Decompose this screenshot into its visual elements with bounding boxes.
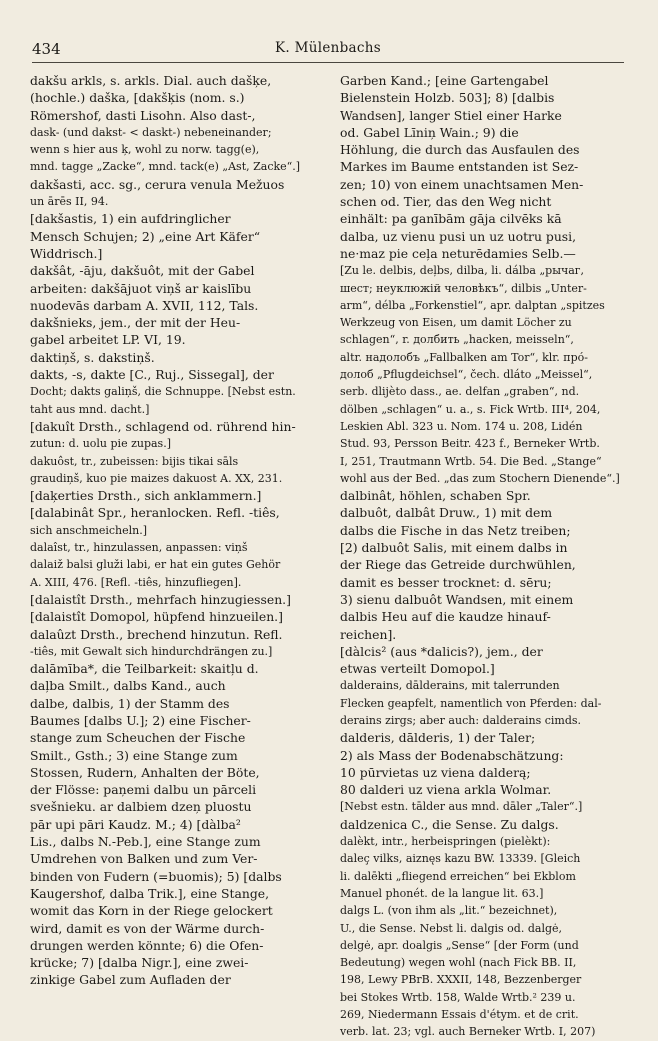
text-line: gabel arbeitet LP. VI, 19. xyxy=(30,332,186,348)
text-line: Mensch Schujen; 2) „eine Art Käfer“ xyxy=(30,228,261,244)
text-line: li. dalēkti „fliegend erreichen“ bei Ekblom xyxy=(340,869,576,883)
text-line: schen od. Tier, das den Weg nicht xyxy=(340,194,552,210)
text-line: [2) dalbuôt Salis, mit einem dalbs in xyxy=(340,540,568,556)
text-line: stange zum Scheuchen der Fische xyxy=(30,730,246,746)
text-line: sich anschmeicheln.] xyxy=(30,523,148,537)
text-line: daktiņš, s. dakstiņš. xyxy=(30,349,155,365)
text-line: daļba Smilt., dalbs Kand., auch xyxy=(30,678,226,694)
text-line: un ārēs II, 94. xyxy=(30,195,109,209)
text-line: wenn s hier aus ķ, wohl zu norw. tagg(e), xyxy=(30,143,260,157)
text-line: dalbe, dalbis, 1) der Stamm des xyxy=(30,695,230,711)
text-line: [dalaistît Domopol, hüpfend hinzueilen.] xyxy=(30,609,283,625)
text-line: zinkige Gabel zum Aufladen der xyxy=(30,972,231,988)
text-line: schlagen“, r. долбить „hacken, meisseln“, xyxy=(340,333,574,347)
text-line: Werkzeug von Eisen, um damit Löcher zu xyxy=(340,316,572,330)
text-line: dakšu arkls, s. arkls. Dial. auch dašķe, xyxy=(30,73,272,88)
text-line: 10 pūrvietas uz viena dalderą; xyxy=(340,764,531,780)
text-line: Kaugershof, dalba Trik.], eine Stange, xyxy=(30,885,270,901)
text-line: dakšât, -āju, dakšuôt, mit der Gabel xyxy=(30,263,255,279)
text-line: zutun: d. uolu pie zupas.] xyxy=(30,437,171,451)
text-line: Stud. 93, Persson Beitr. 423 f., Berneker Wrtb. xyxy=(340,437,600,451)
text-line: binden von Fudern (=buomis); 5) [dalbs xyxy=(30,868,282,884)
text-line: [dalabinât Spr., heranlocken. Refl. -tiês, xyxy=(30,505,280,521)
text-line: derains zirgs; aber auch: dalderains cimds. xyxy=(340,713,582,727)
text-line: dalāmība*, die Teilbarkeit: skaitļu d. xyxy=(30,661,259,677)
left-column xyxy=(30,72,322,990)
text-line: Lis., dalbs N.-Peb.], eine Stange zum xyxy=(30,834,261,850)
text-line: 80 dalderi uz viena arkla Wolmar. xyxy=(340,782,552,798)
text-line: (hochle.) daška, [dakšķis (nom. s.) xyxy=(30,90,245,106)
text-line: Umdrehen von Balken und zum Ver- xyxy=(30,851,258,867)
text-line: Bielenstein Holzb. 503]; 8) [dalbis xyxy=(340,90,555,106)
text-line: 2) als Mass der Bodenabschätzung: xyxy=(340,747,564,763)
text-line: [dakšastis, 1) ein aufdringlicher xyxy=(30,211,231,227)
text-line: dakšasti, acc. sg., cerura venula Mežuos xyxy=(30,176,285,192)
text-line: svešnieku. ar dalbiem dzeņ pluostu xyxy=(30,799,252,815)
text-line: [Zu le. delbis, deļbs, dilba, li. dálba „рычаг, xyxy=(340,264,585,278)
text-line: zen; 10) von einem unachtsamen Men- xyxy=(340,176,584,192)
text-line: [dakuît Drsth., schlagend od. rührend hin- xyxy=(30,418,296,434)
text-line: reichen]. xyxy=(340,626,397,642)
text-line: Römershof, dasti Lisohn. Also dast-, xyxy=(30,107,256,123)
text-line: Wandsen], langer Stiel einer Harke xyxy=(340,107,562,123)
text-line: шест; неуклюжій человѣкъ“, dilbis „Unter- xyxy=(340,281,587,295)
text-line: wohl aus der Bed. „das zum Stochern Dienende“.] xyxy=(340,471,620,485)
text-line: dalderis, dālderis, 1) der Taler; xyxy=(340,730,536,746)
text-line: taht aus mnd. dacht.] xyxy=(30,402,150,416)
text-line: altr. надолобъ „Fallbalken am Tor“, klr. про́- xyxy=(340,350,589,364)
page-header xyxy=(32,38,624,63)
text-line: dalaiž balsi gluži labi, er hat ein gutes Gehör xyxy=(30,558,281,572)
text-line: dakts, -s, dakte [C., Ruj., Sissegal], der xyxy=(30,367,274,383)
text-line: [daķerties Drsth., sich anklammern.] xyxy=(30,488,262,504)
text-line: drungen werden könnte; 6) die Ofen- xyxy=(30,937,264,953)
text-line: Baumes [dalbs U.]; 2) eine Fischer- xyxy=(30,712,251,728)
text-line: delgė, apr. doalgis „Sense“ [der Form (und xyxy=(340,938,579,952)
text-line: daleç vilks, aiznęs kazu BW. 13339. [Gleich xyxy=(340,852,581,866)
right-column xyxy=(340,72,632,1039)
text-line: dalbis Heu auf die kaudze hinauf- xyxy=(340,609,551,625)
text-line: Manuel phonét. de la langue lit. 63.] xyxy=(340,886,544,900)
text-line: dakšnieks, jem., der mit der Heu- xyxy=(30,315,241,331)
text-line: dalbs die Fische in das Netz treiben; xyxy=(340,522,571,538)
text-line: dask- (und dakst- < daskt-) nebeneinander; xyxy=(30,125,272,139)
running-head: K. Mülenbachs xyxy=(275,40,381,56)
text-line: pār upi pāri Kaudz. M.; 4) [dàlba² xyxy=(30,816,241,832)
text-line: bei Stokes Wrtb. 158, Walde Wrtb.² 239 u. xyxy=(340,990,576,1004)
text-line: dalbuôt, dalbât Druw., 1) mit dem xyxy=(340,505,553,521)
text-line: 198, Lewy PBrB. XXXII, 148, Bezzenberger xyxy=(340,973,582,987)
text-line: dalaûzt Drsth., brechend hinzutun. Refl. xyxy=(30,626,283,642)
text-line: Flecken geapfelt, namentlich von Pferden: dal- xyxy=(340,696,602,710)
text-line: arm“, délba „Forkenstiel“, apr. dalptan „spitzes xyxy=(340,298,605,312)
text-line: arbeiten: dakšājuot viņš ar kaislību xyxy=(30,280,252,296)
text-line: od. Gabel Līniņ Wain.; 9) die xyxy=(340,124,519,140)
text-line: Leskien Abl. 323 u. Nom. 174 u. 208, Lidén xyxy=(340,419,583,433)
text-line: dalaîst, tr., hinzulassen, anpassen: viņš xyxy=(30,541,248,555)
text-line: dalgs L. (von ihm als „lit.“ bezeichnet), xyxy=(340,904,558,918)
text-line: daldzenica C., die Sense. Zu dalgs. xyxy=(340,816,559,832)
text-line: dakuôst, tr., zubeissen: bijis tikai sāls xyxy=(30,454,239,468)
text-line: [dalaistît Drsth., mehrfach hinzugiessen.] xyxy=(30,591,291,607)
text-line: dalbinât, höhlen, schaben Spr. xyxy=(340,488,531,504)
text-line: A. XIII, 476. [Refl. -tiês, hinzufliegen]. xyxy=(30,575,242,589)
text-line: долоб „Pflugdeichsel“, čech. dláto „Meissel“, xyxy=(340,368,593,382)
text-line: Markes im Baume entstanden ist Sez- xyxy=(340,159,579,175)
text-line: dalba, uz vienu pusi un uz uotru pusi, xyxy=(340,228,577,244)
text-line: Widdrisch.] xyxy=(30,245,103,261)
text-line: ne·maz pie ceļa neturēdamies Selb.— xyxy=(340,245,576,261)
text-line: damit es besser trocknet: d. sēru; xyxy=(340,574,552,590)
text-line: nuodevās darbam A. XVII, 112, Tals. xyxy=(30,297,259,313)
text-line: [dàlcis² (aus *dalicis?), jem., der xyxy=(340,643,543,659)
text-line: dölben „schlagen“ u. a., s. Fick Wrtb. III⁴, 204, xyxy=(340,402,601,416)
text-line: der Riege das Getreide durchwühlen, xyxy=(340,557,576,573)
text-line: 3) sienu dalbuôt Wandsen, mit einem xyxy=(340,591,574,607)
text-line: Stossen, Rudern, Anhalten der Böte, xyxy=(30,764,260,780)
text-line: Garben Kand.; [eine Gartengabel xyxy=(340,73,549,88)
text-line: womit das Korn in der Riege gelockert xyxy=(30,903,273,919)
text-line: dalderains, dālderains, mit talerrunden xyxy=(340,679,560,693)
text-line: wird, damit es von der Wärme durch- xyxy=(30,920,265,936)
text-line: U., die Sense. Nebst li. dalgis od. dalgė, xyxy=(340,921,563,935)
text-line: 269, Niedermann Essais d'étym. et de crit. xyxy=(340,1008,579,1022)
text-line: etwas verteilt Domopol.] xyxy=(340,661,495,677)
text-line: I, 251, Trautmann Wrtb. 54. Die Bed. „Stange“ xyxy=(340,454,602,468)
text-line: Docht; dakts galiņš, die Schnuppe. [Nebst estn. xyxy=(30,385,296,399)
text-line: Bedeutung) wegen wohl (nach Fick BB. II, xyxy=(340,956,577,970)
text-line: Smilt., Gsth.; 3) eine Stange zum xyxy=(30,747,238,763)
text-line: -tiês, mit Gewalt sich hindurchdrängen zu.] xyxy=(30,644,273,658)
text-line: verb. lat. 23; vgl. auch Berneker Wrtb. I, 207) xyxy=(340,1025,596,1039)
text-line: der Flösse: paņemi dalbu un pārceli xyxy=(30,782,257,798)
page-number: 434 xyxy=(32,40,61,58)
text-line: mnd. tagge „Zacke“, mnd. tack(e) „Ast, Zacke“.] xyxy=(30,160,301,174)
text-line: krücke; 7) [dalba Nigr.], eine zwei- xyxy=(30,955,249,971)
text-line: serb. dlijèto dass., ae. delfan „graben“, nd. xyxy=(340,385,580,399)
text-line: [Nebst estn. tālder aus mnd. dāler „Taler“.] xyxy=(340,800,583,814)
text-line: Höhlung, die durch das Ausfaulen des xyxy=(340,142,580,158)
text-line: einhält: pa ganībām gāja cilvēks kā xyxy=(340,211,562,227)
text-line: graudiņš, kuo pie maizes dakuost A. XX, 231. xyxy=(30,471,283,485)
text-line: dalèkt, intr., herbeispringen (pielèkt): xyxy=(340,835,551,849)
